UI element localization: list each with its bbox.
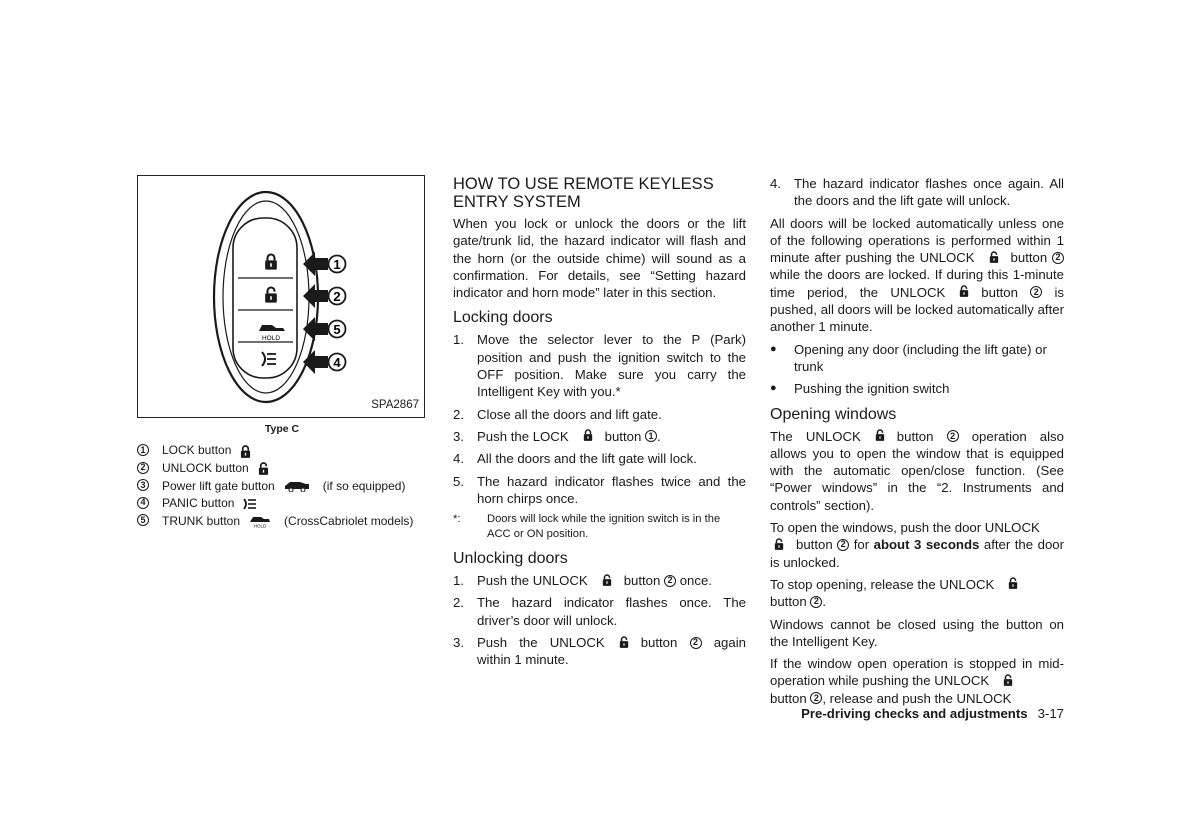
legend-label: Power lift gate button xyxy=(162,478,275,493)
lock-step-5: 5. The hazard indicator flashes twice and the horn chirps once. xyxy=(453,473,746,506)
unlock-icon xyxy=(1008,577,1018,589)
legend-label: UNLOCK button xyxy=(162,461,249,476)
unlock-icon xyxy=(875,429,885,441)
auto-relock-paragraph: All doors will be locked automatically unless one of the following operations is performed within 1 minute after pushing the UNLOCK button 2 while the doors are locked. If during this 1-minute time period, the UNLOCK button 2 is pushed, all doors will be locked automatically after another 1 minute. xyxy=(770,215,1064,335)
cannot-close-paragraph: Windows cannot be closed using the button on the Intelligent Key. xyxy=(770,616,1064,649)
fob-trunk-icon xyxy=(259,325,285,342)
ref-number: 2 xyxy=(1030,286,1042,298)
fob-unlock-icon xyxy=(265,288,277,303)
ref-number: 2 xyxy=(947,430,959,442)
legend-note: (CrossCabriolet models) xyxy=(284,513,414,528)
legend-number: 5 xyxy=(137,514,149,526)
legend-item-trunk xyxy=(137,513,427,531)
trunk-icon xyxy=(249,514,271,528)
key-fob-illustration xyxy=(138,176,426,419)
figure-caption: Type C xyxy=(264,423,300,435)
callout-label-2: 2 xyxy=(333,289,341,304)
svg-text:HOLD: HOLD xyxy=(253,523,267,529)
middle-column xyxy=(453,175,746,674)
unlock-icon xyxy=(959,285,969,297)
mid-operation-paragraph: If the window open operation is stopped in mid-operation while pushing the UNLOCK button 2 , release and push the UNLOCK xyxy=(770,656,1064,706)
fob-panic-icon xyxy=(262,352,276,366)
fob-lock-icon xyxy=(265,255,277,270)
callout-arrow-4 xyxy=(303,350,328,374)
lift-gate-icon xyxy=(284,480,310,492)
lock-step-4: 4. All the doors and the lift gate will lock. xyxy=(453,451,697,467)
callout-arrow-5 xyxy=(303,317,328,341)
legend-number: 2 xyxy=(137,462,149,474)
legend-number: 3 xyxy=(137,479,149,491)
unlock-icon xyxy=(602,574,612,586)
unlock-icon xyxy=(258,462,269,475)
bullet-item: ● Opening any door (including the lift gate) or trunk xyxy=(770,341,1047,374)
figure-code: SPA2867 xyxy=(371,398,419,411)
legend-label: TRUNK button xyxy=(162,513,241,528)
lock-step-1: 1. Move the selector lever to the P (Park) position and push the ignition switch to the OFF position. Make sure you carry the Intelligent Key with you.* xyxy=(453,332,746,400)
legend-item-lock xyxy=(137,442,427,460)
unlock-step-4: 4. The hazard indicator flashes once again. All the doors and the lift gate will unlock. xyxy=(770,176,1064,209)
ref-number: 1 xyxy=(645,430,657,442)
callout-arrow-1 xyxy=(303,252,328,276)
unlock-step-3: 3. Push the UNLOCK button 2 again within 1 minute. xyxy=(453,635,746,668)
unlock-step-2: 2. The hazard indicator flashes once. The driver’s door will unlock. xyxy=(453,595,746,628)
callout-label-5: 5 xyxy=(333,322,341,337)
lock-step-2: 2. Close all the doors and lift gate. xyxy=(453,406,662,422)
unlock-step-1: 1. Push the UNLOCK button 2 once. xyxy=(453,573,712,589)
right-column xyxy=(770,175,1064,712)
legend-item-unlock xyxy=(137,460,427,478)
callout-label-1: 1 xyxy=(333,257,341,272)
ref-number: 2 xyxy=(1052,252,1064,264)
unlock-icon xyxy=(1003,674,1013,686)
legend-label: LOCK button xyxy=(162,443,232,458)
legend-label: PANIC button xyxy=(162,496,235,511)
footnote: *: Doors will lock while the ignition switch is in the ACC or ON position. xyxy=(453,513,721,541)
intro-paragraph: When you lock or unlock the doors or the lift gate/trunk lid, the hazard indicator will flash and the horn (or the outside chime) will sound as a confirmation. For details, see “Setting hazard indicator and horn mode” later in this section. xyxy=(453,216,746,301)
callout-label-4: 4 xyxy=(333,355,341,370)
section-title: HOW TO USE REMOTE KEYLESS ENTRY SYSTEM xyxy=(453,175,714,211)
legend-number: 4 xyxy=(137,497,149,509)
lock-step-3: 3. Push the LOCK button 1 . xyxy=(453,428,661,444)
ref-number: 2 xyxy=(810,596,822,608)
legend-number: 1 xyxy=(137,444,149,456)
panic-icon xyxy=(243,498,257,510)
figure-column xyxy=(137,175,427,530)
unlock-icon xyxy=(774,538,784,550)
legend-note: (if so equipped) xyxy=(322,478,406,493)
legend-item-lift-gate xyxy=(137,477,427,495)
page-number: 3-17 xyxy=(1037,706,1064,721)
bullet-item: ● Pushing the ignition switch xyxy=(770,381,950,397)
open-windows-paragraph: To open the windows, push the door UNLOCK button 2 for about 3 seconds after the door is unlocked. xyxy=(770,520,1065,570)
page-footer xyxy=(770,706,1064,721)
locking-doors-heading: Locking doors xyxy=(453,309,553,327)
ref-number: 2 xyxy=(690,637,702,649)
callout-arrow-2 xyxy=(303,284,328,308)
ref-number: 2 xyxy=(837,539,849,551)
opening-windows-heading: Opening windows xyxy=(770,405,897,423)
fob-hold-text: HOLD xyxy=(261,335,281,342)
unlock-icon xyxy=(989,251,999,263)
windows-paragraph: The UNLOCK button 2 operation also allows you to open the window that is equipped with the automatic open/close function. (See “Power windows” in the “2. Instruments and controls” section). xyxy=(770,428,1064,513)
footer-section-title: Pre-driving checks and adjustments xyxy=(801,706,1028,721)
lock-icon xyxy=(240,445,251,458)
ref-number: 2 xyxy=(664,575,676,587)
lock-icon xyxy=(583,429,593,441)
unlock-icon xyxy=(619,636,629,648)
legend-item-panic xyxy=(137,495,427,513)
unlocking-doors-heading: Unlocking doors xyxy=(453,550,568,568)
stop-opening-paragraph: To stop opening, release the UNLOCK button 2 . xyxy=(770,576,1064,611)
ref-number: 2 xyxy=(810,692,822,704)
key-fob-figure xyxy=(137,175,425,418)
